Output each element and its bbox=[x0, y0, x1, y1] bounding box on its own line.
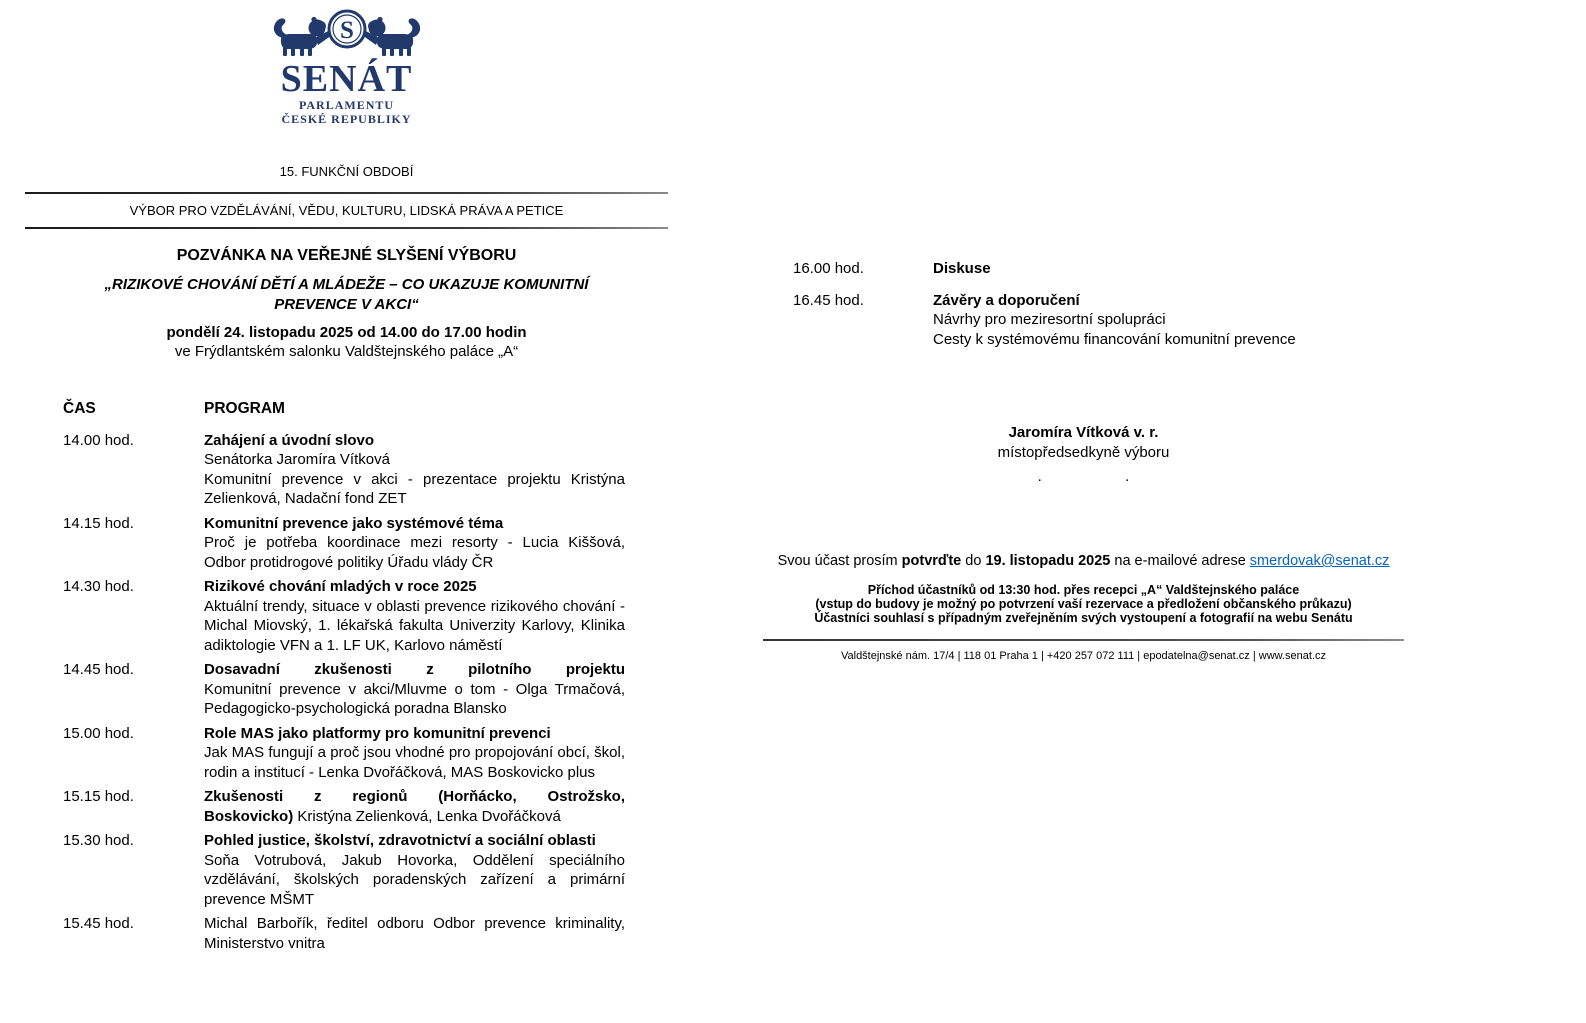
monogram-letter: S bbox=[339, 17, 354, 44]
text-segment: Zahájení a úvodní slovo bbox=[204, 431, 375, 449]
program-item-text bbox=[204, 533, 625, 572]
program-row bbox=[63, 660, 625, 719]
text-segment: Zkušenosti z regionů (Horňácko, Ostrožsko, bbox=[204, 788, 625, 805]
program-content bbox=[204, 660, 625, 719]
header-divider-top bbox=[25, 192, 668, 194]
program-row bbox=[63, 431, 625, 509]
rsvp-line bbox=[763, 552, 1404, 571]
program-item-text bbox=[204, 743, 625, 782]
program-row bbox=[63, 577, 625, 655]
monogram-medallion-icon bbox=[329, 11, 365, 47]
program-time: 15.30 hod. bbox=[63, 832, 134, 849]
invitation-venue: ve Frýdlantském salonku Valdštejnského paláce „A“ bbox=[174, 343, 519, 360]
program-item-title bbox=[204, 514, 625, 534]
invitation-datetime: pondělí 24. listopadu 2025 od 14.00 do 17.00 hodin bbox=[166, 324, 527, 341]
program-row bbox=[63, 724, 625, 783]
program-row bbox=[63, 914, 625, 953]
program-item-text bbox=[204, 450, 625, 509]
program-time: 15.45 hod. bbox=[63, 915, 134, 932]
program-item-title bbox=[204, 577, 625, 597]
text-segment: do bbox=[961, 553, 986, 569]
program-content bbox=[933, 291, 1338, 350]
program-content bbox=[204, 577, 625, 655]
signature-block bbox=[763, 423, 1404, 462]
text-segment: Závěry a doporučení bbox=[933, 291, 1080, 309]
program-time: 14.45 hod. bbox=[63, 661, 134, 678]
text-segment: Pohled justice, školství, zdravotnictví a sociální oblasti bbox=[204, 832, 596, 849]
column-header-program: PROGRAM bbox=[204, 400, 285, 417]
invitation-subtitle-line1: „RIZIKOVÉ CHOVÁNÍ DĚTÍ A MLÁDEŽE – CO UKAZUJE KOMUNITNÍ bbox=[104, 276, 589, 293]
program-item-title bbox=[204, 431, 625, 451]
text-segment: Komunitní prevence v akci/Mluvme o tom - Olga Trmačová, Pedagogicko-psychologická poradna Blansko bbox=[204, 680, 625, 717]
invitation-title: POZVÁNKA NA VEŘEJNÉ SLYŠENÍ VÝBORU bbox=[176, 247, 517, 264]
program-content bbox=[933, 259, 1338, 279]
program-time: 16.00 hod. bbox=[793, 260, 864, 277]
program-item-text bbox=[204, 914, 625, 953]
document-header bbox=[25, 8, 668, 126]
logo-subtitle-2: ČESKÉ REPUBLIKY bbox=[281, 112, 412, 126]
program-right-items bbox=[793, 259, 1358, 349]
program-item-text bbox=[204, 597, 625, 656]
signatory-role: místopředsedkyně výboru bbox=[997, 443, 1170, 461]
text-segment: Návrhy pro meziresortní spolupráci bbox=[933, 311, 1166, 328]
logo-wordmark: SENÁT bbox=[280, 58, 413, 100]
program-item-text bbox=[204, 851, 625, 910]
program-time: 14.15 hod. bbox=[63, 514, 134, 532]
column-header-cas: ČAS bbox=[63, 400, 96, 417]
invitation-subtitle-line2: PREVENCE V AKCI“ bbox=[274, 295, 419, 313]
logo-subtitle-1: PARLAMENTU bbox=[298, 98, 395, 112]
text-segment: Soňa Votrubová, Jakub Hovorka, Oddělení speciálního vzdělávání, školských poradenských zařízení a primární prevence MŠMT bbox=[204, 851, 625, 908]
senate-logo bbox=[25, 8, 668, 126]
program-content bbox=[204, 431, 625, 509]
program-time: 14.30 hod. bbox=[63, 578, 134, 595]
program-row bbox=[63, 787, 625, 826]
program-item-text bbox=[204, 807, 625, 827]
program-item-text bbox=[204, 680, 625, 719]
text-segment: Diskuse bbox=[933, 260, 991, 277]
program-left-items bbox=[63, 431, 625, 954]
program-item-title bbox=[933, 291, 1338, 311]
program-item-title bbox=[933, 259, 1338, 279]
program-content bbox=[204, 514, 625, 573]
program-item-title bbox=[204, 660, 625, 680]
arrival-line-2: (vstup do budovy je možný po potvrzení vaší rezervace a předložení občanského průkazu) bbox=[815, 596, 1352, 611]
signature-dots: . . bbox=[1037, 468, 1130, 485]
text-segment: Komunitní prevence v akci - prezentace projektu Kristýna Zelienková, Nadační fond ZET bbox=[204, 470, 625, 507]
arrival-note bbox=[763, 584, 1404, 625]
arrival-line-1: Příchod účastníků od 13:30 hod. přes recepci „A“ Valdštejnského paláce bbox=[867, 583, 1300, 597]
program-section-right bbox=[793, 259, 1358, 361]
text-segment: Senátorka Jaromíra Vítková bbox=[204, 451, 390, 468]
invitation-heading bbox=[25, 247, 668, 361]
text-segment: Kristýna Zelienková, Lenka Dvořáčková bbox=[293, 807, 561, 825]
text-segment: Boskovicko) bbox=[204, 807, 294, 825]
program-row bbox=[63, 831, 625, 909]
footer-contact: Valdštejnské nám. 17/4 | 118 01 Praha 1 | +420 257 072 111 | epodatelna@senat.cz | www.senat.cz bbox=[840, 650, 1326, 662]
text-segment: Rizikové chování mladých v roce 2025 bbox=[204, 578, 477, 595]
text-segment: Jak MAS fungují a proč jsou vhodné pro propojování obcí, škol, rodin a institucí - Lenka Dvořáčková, MAS Boskovicko plus bbox=[204, 744, 625, 781]
program-time: 15.15 hod. bbox=[63, 788, 134, 805]
program-row bbox=[793, 291, 1358, 350]
program-content bbox=[204, 787, 625, 826]
program-time: 14.00 hod. bbox=[63, 431, 134, 449]
text-segment: Dosavadní zkušenosti z pilotního projektu bbox=[204, 661, 625, 678]
text-segment: Role MAS jako platformy pro komunitní prevenci bbox=[204, 724, 551, 742]
program-item-title bbox=[204, 724, 625, 744]
text-segment: potvrďte bbox=[901, 553, 962, 569]
text-segment: Komunitní prevence jako systémové téma bbox=[204, 514, 504, 532]
email-link[interactable]: smerdovak@senat.cz bbox=[1249, 553, 1390, 569]
lion-left-icon bbox=[273, 17, 331, 56]
program-time: 16.45 hod. bbox=[793, 291, 864, 309]
footer-divider bbox=[763, 639, 1404, 641]
program-item-title bbox=[204, 787, 625, 807]
text-segment: Cesty k systémovému financování komunitní prevence bbox=[933, 330, 1296, 348]
committee-name: VÝBOR PRO VZDĚLÁVÁNÍ, VĚDU, KULTURU, LIDSKÁ PRÁVA A PETICE bbox=[129, 203, 564, 218]
program-row bbox=[63, 514, 625, 573]
term-label: 15. FUNKČNÍ OBDOBÍ bbox=[279, 164, 414, 179]
text-segment: Michal Barbořík, ředitel odboru Odbor prevence kriminality, Ministerstvo vnitra bbox=[204, 915, 625, 952]
program-content bbox=[204, 914, 625, 953]
lion-right-icon bbox=[362, 17, 420, 56]
text-segment: na e-mailové adrese bbox=[1110, 553, 1250, 569]
program-content bbox=[204, 724, 625, 783]
text-segment: Aktuální trendy, situace v oblasti prevence rizikového chování - Michal Miovský, 1. lékařská fakulta Univerzity Karlovy, Klinika adiktologie VFN a 1. LF UK, Karlovo náměstí bbox=[204, 597, 625, 654]
signatory-name: Jaromíra Vítková v. r. bbox=[1008, 424, 1159, 441]
program-item-title bbox=[204, 831, 625, 851]
program-time: 15.00 hod. bbox=[63, 724, 134, 742]
text-segment: 19. listopadu 2025 bbox=[985, 553, 1111, 569]
program-row bbox=[793, 259, 1358, 279]
program-section-left bbox=[63, 399, 625, 958]
arrival-line-3: Účastníci souhlasí s případným zveřejněním svých vystoupení a fotografií na webu Senátu bbox=[814, 610, 1353, 625]
text-segment: Svou účast prosím bbox=[777, 553, 902, 569]
senate-emblem-icon bbox=[267, 8, 427, 58]
program-content bbox=[204, 831, 625, 909]
program-table-header bbox=[63, 399, 625, 419]
text-segment: Proč je potřeba koordinace mezi resorty - Lucia Kiššová, Odbor protidrogové politiky Úřadu vlády ČR bbox=[204, 534, 625, 571]
header-divider-bottom bbox=[25, 227, 668, 229]
program-item-text bbox=[933, 310, 1338, 349]
